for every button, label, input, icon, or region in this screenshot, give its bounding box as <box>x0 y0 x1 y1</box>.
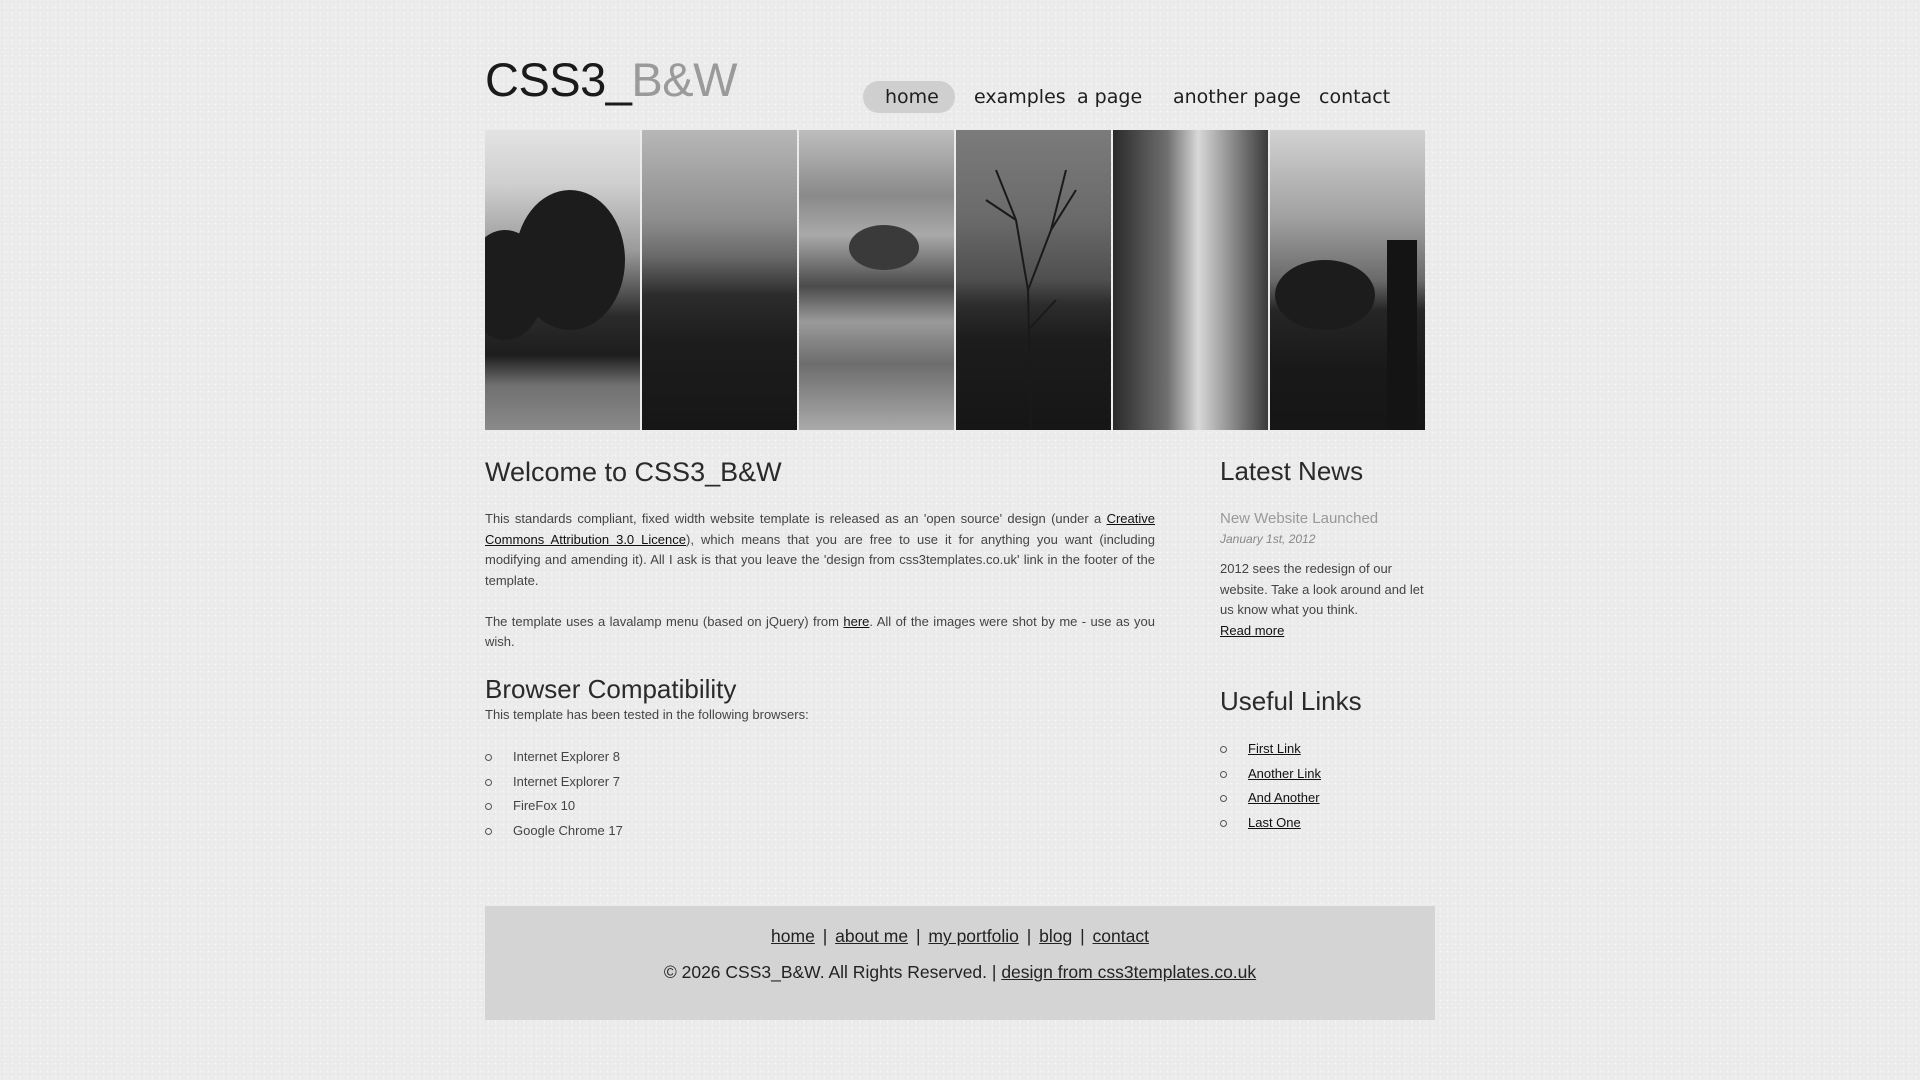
footer-separator: | <box>915 926 921 946</box>
useful-links-heading: Useful Links <box>1220 686 1362 716</box>
footer-link-home[interactable]: home <box>771 926 815 946</box>
footer-separator: | <box>1080 926 1085 946</box>
useful-link-and-another[interactable]: And Another <box>1248 790 1320 805</box>
banner-photo-ruins <box>799 130 954 430</box>
menu-item-another-page[interactable]: another page <box>1173 86 1301 108</box>
logo-text-part2: B&W <box>631 53 737 106</box>
list-item: Internet Explorer 7 <box>485 770 1155 795</box>
useful-link-first[interactable]: First Link <box>1248 741 1301 756</box>
browser-intro: This template has been tested in the following browsers: <box>485 706 809 722</box>
lavalamp-text-b: . All of the images were shot by me - use as you wish. <box>485 613 1155 649</box>
list-item <box>1220 811 1425 836</box>
footer-nav <box>485 926 1435 947</box>
list-item <box>1220 786 1425 811</box>
banner-image-strip <box>485 130 1425 430</box>
copyright-text: © 2026 CSS3_B&W. All Rights Reserved. | <box>663 962 1002 982</box>
browser-list <box>485 745 1155 843</box>
list-item: FireFox 10 <box>485 794 1155 819</box>
footer-separator: | <box>822 926 828 946</box>
footer <box>485 906 1435 1020</box>
welcome-heading: Welcome to CSS3_B&W <box>485 457 782 487</box>
list-item: Internet Explorer 8 <box>485 745 1155 770</box>
lavalamp-paragraph <box>485 612 1155 653</box>
menu-item-examples[interactable]: examples <box>974 86 1066 108</box>
list-item <box>1220 762 1425 787</box>
footer-copyright <box>485 962 1435 983</box>
news-item-date: January 1st, 2012 <box>1220 532 1316 546</box>
banner-photo-trees <box>485 130 640 430</box>
page-container <box>485 0 1435 1080</box>
banner-photo-field <box>642 130 797 430</box>
intro-paragraph <box>485 509 1155 591</box>
intro-text-a: This standards compliant, fixed width website template is released as an 'open source' design (under a <box>485 511 1107 526</box>
read-more-link[interactable]: Read more <box>1220 622 1285 638</box>
useful-link-last[interactable]: Last One <box>1248 814 1301 830</box>
menu-item-a-page[interactable]: a page <box>1077 86 1143 108</box>
banner-photo-branches <box>956 130 1111 430</box>
banner-photo-tower <box>1270 130 1425 430</box>
licence-link[interactable]: Creative Commons Attribution 3.0 Licence <box>485 511 1155 547</box>
footer-link-blog[interactable]: blog <box>1039 926 1073 946</box>
menu-item-home[interactable]: home <box>885 86 939 108</box>
here-link[interactable]: here <box>843 613 870 629</box>
list-item: Google Chrome 17 <box>485 819 1155 844</box>
sidebar <box>1220 455 1425 835</box>
browser-heading: Browser Compatibility <box>485 673 737 704</box>
footer-link-my-portfolio[interactable]: my portfolio <box>928 926 1019 946</box>
useful-link-another[interactable]: Another Link <box>1248 765 1321 781</box>
lavalamp-text-a: The template uses a lavalamp menu (based on jQuery) from <box>485 613 844 629</box>
design-credit-link[interactable]: design from css3templates.co.uk <box>1001 962 1257 982</box>
logo-text-part1: CSS3_ <box>485 53 632 106</box>
latest-news-heading: Latest News <box>1220 456 1364 486</box>
intro-text-b: ), which means that you are free to use it for anything you want (including modifying and amending it). All I ask is that you leave the 'design from css3templates.co.uk' link in the footer of the template. <box>485 531 1155 588</box>
main-content <box>485 455 1155 843</box>
menu-item-contact[interactable]: contact <box>1319 86 1391 108</box>
banner-photo-wall <box>1113 130 1268 430</box>
branch-silhouette <box>956 130 1111 430</box>
news-item-title: New Website Launched <box>1220 510 1379 527</box>
footer-link-contact[interactable]: contact <box>1092 926 1149 946</box>
list-item <box>1220 737 1425 762</box>
news-item-text: 2012 sees the redesign of our website. Take a look around and let us know what you think. <box>1220 561 1424 617</box>
footer-link-about-me[interactable]: about me <box>835 926 909 946</box>
footer-separator: | <box>1026 926 1032 946</box>
site-logo[interactable] <box>485 53 737 106</box>
useful-links-list <box>1220 737 1425 835</box>
